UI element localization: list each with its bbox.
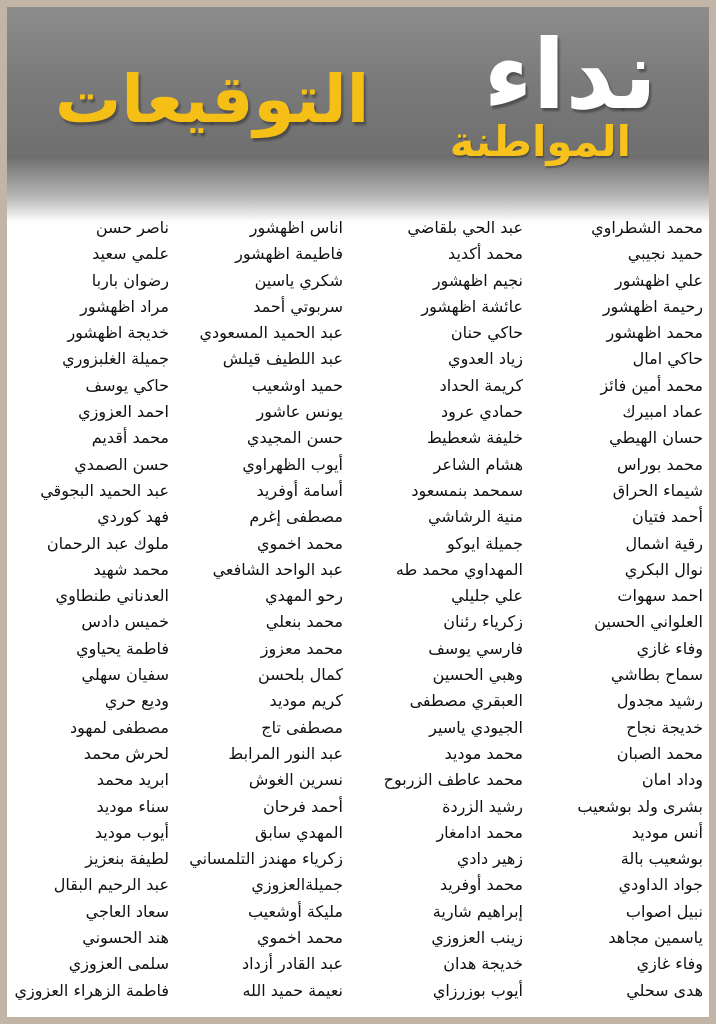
petition-page	[7, 7, 709, 1017]
signatory-name: شيماء الحراق	[612, 480, 703, 500]
signatory-name: وهبي الحسين	[432, 665, 523, 685]
signatory-name: خليفة شعطيط	[426, 428, 523, 448]
signatory-name: محمد اخموي	[256, 928, 343, 948]
signatures-list	[7, 215, 709, 1004]
signatory-name: زكرياء رئنان	[443, 612, 523, 632]
signatory-name: سمحمد بنمسعود	[411, 480, 523, 500]
signatory-name: فارسي يوسف	[428, 638, 523, 658]
signatory-name: خديجة اظهشور	[67, 323, 169, 343]
signatory-name: ملوك عبد الرحمان	[46, 533, 169, 553]
signature-row	[7, 925, 709, 951]
signatory-name: فهد كوردي	[97, 507, 169, 527]
signature-row	[7, 636, 709, 662]
signatory-name: شكري ياسين	[254, 270, 343, 290]
signatory-name: مليكة أوشعيب	[247, 901, 343, 921]
signature-row	[7, 662, 709, 688]
signature-row	[7, 268, 709, 294]
signatory-name: خديجة هدان	[443, 954, 523, 974]
signature-row	[7, 241, 709, 267]
signature-row	[7, 399, 709, 425]
signatory-name: عبد الواحد الشافعي	[212, 559, 343, 579]
title-signatures: التوقيعات	[55, 61, 370, 138]
signatory-name: زياد العدوي	[448, 349, 523, 369]
signatory-name: مصطفى تاج	[261, 717, 343, 737]
signatory-name: محمد معزوز	[260, 638, 343, 658]
signatory-name: بشرى ولد بوشعيب	[577, 796, 703, 816]
signatory-name: فاطمة الزهراء العزوزي	[14, 980, 169, 1000]
signatory-name: محمد الشطراوي	[591, 218, 703, 237]
signatory-name: نبيل اصواب	[625, 901, 703, 921]
signatory-name: ياسمين مجاهد	[608, 928, 703, 948]
header-banner	[7, 7, 709, 222]
signatory-name: سلمى العزوزي	[68, 954, 169, 974]
signatory-name: اناس اظهشور	[249, 218, 343, 237]
signatory-name: لحرش محمد	[83, 743, 169, 763]
signatory-name: حسان الهيطي	[609, 428, 703, 448]
signature-row	[7, 294, 709, 320]
signatory-name: كريمة الحداد	[439, 375, 523, 395]
signatory-name: العلواني الحسين	[594, 612, 703, 632]
signatory-name: ابريد محمد	[96, 770, 169, 790]
signature-row	[7, 215, 709, 241]
signature-row	[7, 478, 709, 504]
signatory-name: نعيمة حميد الله	[242, 980, 343, 1000]
signatory-name: العبقري مصطفى	[409, 691, 523, 711]
signatory-name: خديجة نجاح	[626, 717, 703, 737]
signatory-name: أحمد فرحان	[262, 796, 343, 816]
signatory-name: خميس دادس	[81, 612, 169, 632]
signatory-name: وفاء غازي	[636, 954, 703, 974]
signatory-name: سربوتي أحمد	[253, 296, 343, 316]
signatory-name: مصطفى إغرم	[249, 507, 343, 527]
signatory-name: نوال البكري	[624, 559, 703, 579]
signatory-name: هدى سحلي	[626, 980, 703, 1000]
signatory-name: الجيودي ياسير	[429, 717, 523, 737]
signatory-name: المهدي سابق	[254, 822, 343, 842]
signatory-name: محمد ادامغار	[436, 822, 523, 842]
signatory-name: جميلةالعزوزي	[251, 875, 343, 895]
signatory-name: هند الحسوني	[82, 928, 169, 948]
signatory-name: سماح بطاشي	[610, 665, 703, 685]
signatory-name: محمد الصبان	[616, 743, 703, 763]
signatory-name: يونس عاشور	[256, 402, 343, 422]
signatory-name: عبد الحميد البجوقي	[40, 480, 169, 500]
signature-row	[7, 346, 709, 372]
signatory-name: محمد أكديد	[448, 244, 523, 264]
signatory-name: عبد النور المرابط	[228, 743, 343, 763]
signatory-name: عبد الحميد المسعودي	[199, 323, 343, 343]
signature-row	[7, 373, 709, 399]
signatory-name: محمد شهيد	[93, 559, 169, 579]
signature-row	[7, 899, 709, 925]
signatory-name: رشيد مجدول	[616, 691, 703, 711]
signatory-name: هشام الشاعر	[433, 454, 523, 474]
signatory-name: رحيمة اظهشور	[602, 296, 703, 316]
signatory-name: فاطيمة اظهشور	[235, 244, 343, 264]
signature-row	[7, 425, 709, 451]
title-sub: المواطنة	[449, 117, 631, 166]
signature-row	[7, 951, 709, 977]
signatory-name: رضوان باربا	[91, 270, 169, 290]
signature-row	[7, 688, 709, 714]
signatory-name: محمد أمين فائز	[600, 375, 703, 395]
signatory-name: حميد نجيبي	[627, 244, 703, 264]
signature-row	[7, 504, 709, 530]
signatory-name: بوشعيب بالة	[620, 849, 703, 869]
signatory-name: محمد أقديم	[91, 428, 169, 448]
signatory-name: عماد امبيرك	[622, 402, 703, 422]
signatory-name: رشيد الزردة	[442, 796, 523, 816]
signatory-name: نسرين الغوش	[248, 770, 343, 790]
signatory-name: محمد عاطف الزربوح	[383, 770, 523, 790]
signatory-name: أحمد فتيان	[632, 507, 703, 527]
signatory-name: المهداوي محمد طه	[395, 559, 523, 579]
signatory-name: سعاد العاجي	[85, 901, 169, 921]
signatory-name: حميد اوشعيب	[251, 375, 343, 395]
signatory-name: مراد اظهشور	[80, 296, 169, 316]
signature-row	[7, 872, 709, 898]
signatory-name: علمي سعيد	[92, 244, 169, 264]
signatory-name: علي جليلي	[451, 586, 523, 606]
signatory-name: وداد امان	[641, 770, 703, 790]
signatory-name: رحو المهدي	[265, 586, 343, 606]
signatory-name: زينب العزوزي	[431, 928, 523, 948]
signatory-name: وفاء غازي	[636, 638, 703, 658]
signature-row	[7, 741, 709, 767]
signatory-name: جميلة الغلبزوري	[62, 349, 169, 369]
signatory-name: علي اظهشور	[614, 270, 703, 290]
signatory-name: أيوب الظهراوي	[242, 454, 343, 474]
signatory-name: حسن المجيدي	[246, 428, 343, 448]
signatory-name: جواد الداودي	[618, 875, 703, 895]
signatory-name: عبد القادر أزداد	[242, 954, 343, 974]
signatory-name: رقية اشمال	[625, 533, 703, 553]
signatory-name: لطيفة بنعزيز	[85, 849, 169, 869]
signatory-name: حاكي حنان	[450, 323, 523, 343]
signatory-name: زهير دادي	[456, 849, 523, 869]
signature-row	[7, 609, 709, 635]
signatory-name: ناصر حسن	[95, 218, 169, 237]
signatory-name: محمد موديد	[444, 743, 523, 763]
signature-row	[7, 320, 709, 346]
signatory-name: سفيان سهلي	[81, 665, 169, 685]
signature-row	[7, 557, 709, 583]
signature-row	[7, 715, 709, 741]
signatory-name: محمد أوفريد	[439, 875, 523, 895]
title-main: نداء	[483, 19, 657, 131]
signature-row	[7, 846, 709, 872]
signatory-name: العدناني طنطاوي	[55, 586, 169, 606]
signatory-name: مصطفى لمهود	[70, 717, 169, 737]
signatory-name: أنس موديد	[631, 822, 703, 842]
signature-row	[7, 978, 709, 1004]
signatory-name: عبد اللطيف قيلش	[222, 349, 343, 369]
signatory-name: احمد العزوزي	[78, 402, 169, 422]
signatory-name: محمد اظهشور	[606, 323, 703, 343]
signatory-name: كريم موديد	[269, 691, 343, 711]
signatory-name: محمد اخموي	[256, 533, 343, 553]
signatory-name: عبد الحي بلقاضي	[407, 218, 523, 237]
signatory-name: محمد بنعلي	[265, 612, 343, 632]
signature-row	[7, 767, 709, 793]
signature-row	[7, 820, 709, 846]
signature-row	[7, 452, 709, 478]
signatory-name: عبد الرحيم البقال	[53, 875, 169, 895]
signatory-name: جميلة ايوكو	[447, 533, 523, 553]
signature-row	[7, 583, 709, 609]
signatory-name: أيوب بوزرزاي	[432, 980, 523, 1000]
signatory-name: كمال بلحسن	[258, 665, 343, 685]
signatory-name: حمادي عرود	[441, 402, 523, 422]
signature-row	[7, 794, 709, 820]
signatory-name: وديع حري	[104, 691, 169, 711]
signatory-name: أسامة أوفريد	[256, 480, 343, 500]
signatory-name: محمد بوراس	[616, 454, 703, 474]
signatory-name: فاطمة يحياوي	[76, 638, 169, 658]
signatory-name: إبراهيم شارية	[432, 901, 523, 921]
signatory-name: عائشة اظهشور	[421, 296, 523, 316]
signature-row	[7, 531, 709, 557]
signatory-name: حاكي يوسف	[85, 375, 169, 395]
signatory-name: سناء موديد	[96, 796, 169, 816]
signatory-name: احمد سهوات	[617, 586, 703, 606]
signatory-name: حاكي امال	[632, 349, 703, 369]
signatory-name: أيوب موديد	[94, 822, 169, 842]
signatory-name: حسن الصمدي	[74, 454, 169, 474]
signatory-name: منية الرشاشي	[427, 507, 523, 527]
signatory-name: زكرياء مهندز التلمساني	[189, 849, 343, 869]
signatory-name: نجيم اظهشور	[432, 270, 523, 290]
